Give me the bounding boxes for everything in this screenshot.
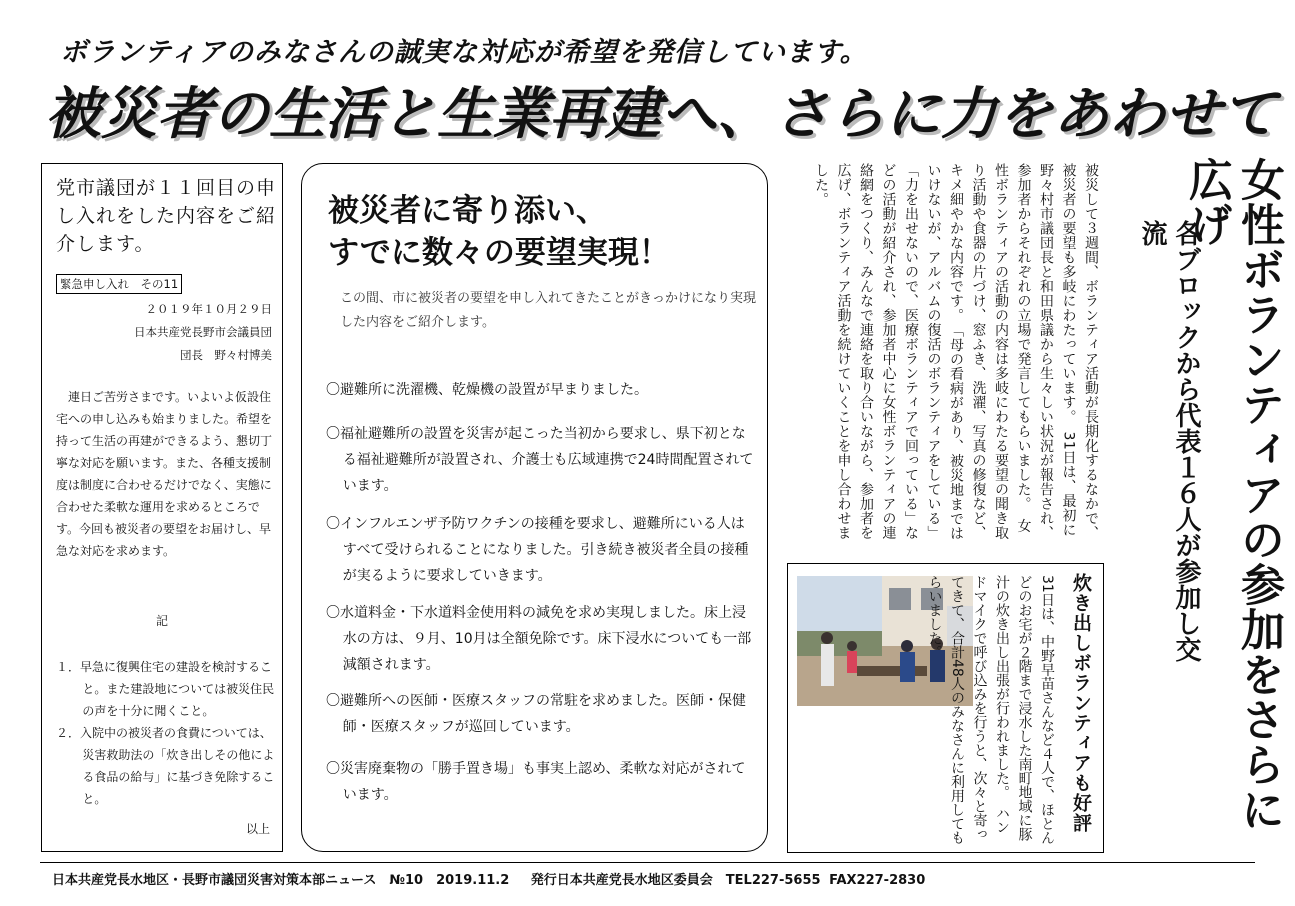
footer-divider: [40, 862, 1255, 863]
request-ki: 記: [155, 614, 168, 628]
request-org: 日本共産党長野市会議員団: [134, 325, 272, 339]
achievement-item: [326, 377, 756, 403]
request-body: 連日ご苦労さまです。いよいよ仮設住宅への申し込みも始まりました。希望を持って生活の再建ができるよう、懇切丁寧な対応を願います。また、各種支援制度は制度に合わせるだけでなく、実態に合わせた柔軟な運用を求めるところです。今回も被災者の要望をお届けし、早急な対応を求めます。: [56, 390, 273, 558]
request-end: 以上: [245, 822, 270, 836]
women-volunteer-article: 被災して３週間、ボランティア活動が長期化するなかで、被災者の要望も多岐にわたっています。 31日は、最初に野々村市議団長と和田県議から生々しい状況が報告され、参加者からそれぞれの立場で発言してもらいました。 女性ボランティアの活動の内容は多岐にわたる要望の聞き取り活動や食器の片づけ、窓ふき、洗濯、写真の修復など、キメ細やかな内容です。 「母の看病があり、被災地まではいけないが、アルバムの復活のボランティアをしている」「力を出せないので、医療ボランティアで回っている」などの活動が紹介され、参加者中心に女性ボランティアの連絡網をつくり、みんなで連絡を取り合いながら、参加者を広げ、ボランティア活動を続けていくことを申し合わせました。: [813, 163, 1099, 541]
request-heading: 党市議団が１１回目の申し入れをした内容をご紹介します。: [56, 177, 277, 255]
achievement-item: [326, 756, 756, 808]
women-volunteer-title: 女性ボランティアの参加をさらに広げ: [1181, 157, 1284, 832]
request-date: ２０１９年１０月２９日: [145, 302, 272, 316]
request-box: [41, 163, 283, 852]
achievement-item: [326, 600, 756, 678]
achievements-intro: この間、市に被災者の要望を申し入れてきたことがきっかけになり実現した内容をご紹介します。: [340, 291, 757, 330]
achievement-text: 〇避難所に洗濯機、乾燥機の設置が早まりました。: [326, 382, 648, 398]
cooking-text: 31日は、中野早苗さんなど４人で、ほとんどのお宅が２階まで浸水した南町地域に豚汁の炊き出し出張が行われました。 ハンドマイクで呼び込みを行うと、次々と寄ってきて、合計48人のみなさんに利用してもらいました。: [926, 575, 1055, 845]
achievement-item: [326, 511, 756, 589]
main-title: 被災者の生活と生業再建へ、さらに力をあわせて: [45, 82, 1277, 147]
achievement-text: 〇インフルエンザ予防ワクチンの接種を要求し、避難所にいる人はすべて受けられることになりました。引き続き被災者全員の接種が実るように要求していきます。: [326, 516, 749, 584]
request-item: ２．入院中の被災者の食費については、災害救助法の「炊き出しその他による食品の給与」に基づき免除すること。: [56, 726, 275, 806]
footer: 日本共産党長水地区・長野市議団災害対策本部ニュース №10 2019.11.2 発行日本共産党長水地区委員会 TEL227-5655 FAX227-2830: [52, 873, 926, 888]
request-items: [56, 656, 278, 810]
achievement-text: 〇災害廃棄物の「勝手置き場」も事実上認め、柔軟な対応がされています。: [326, 761, 746, 803]
urgent-request-label: 緊急申し入れ その11: [56, 274, 182, 294]
women-volunteer-subheading: 各ブロックから代表１６人が参加し交流: [1137, 220, 1201, 662]
achievement-item: [326, 688, 756, 740]
achievements-box: [301, 163, 768, 852]
subtitle: ボランティアのみなさんの誠実な対応が希望を発信しています。: [60, 37, 868, 68]
achievements-heading-line1: 被災者に寄り添い、: [328, 193, 607, 229]
achievement-text: 〇福祉避難所の設置を災害が起こった当初から要求し、県下初となる福祉避難所が設置され、介護士も広域連携で24時間配置されています。: [326, 426, 754, 494]
request-leader: 団長 野々村博美: [180, 348, 272, 362]
achievement-text: 〇避難所への医師・医療スタッフの常駐を求めました。医師・保健師・医療スタッフが巡回しています。: [326, 693, 746, 735]
request-item: １．早急に復興住宅の建設を検討すること。また建設地については被災住民の声を十分に聞くこと。: [56, 660, 275, 718]
achievements-heading-line2: すでに数々の要望実現！: [328, 235, 670, 271]
achievement-item: [326, 421, 756, 499]
achievement-text: 〇水道料金・下水道料金使用料の減免を求め実現しました。床上浸水の方は、９月、10月は全額免除です。床下浸水についても一部減額されます。: [326, 605, 752, 673]
achievements-heading: [328, 190, 670, 274]
cooking-title: 炊き出しボランティアも好評: [1070, 573, 1092, 833]
